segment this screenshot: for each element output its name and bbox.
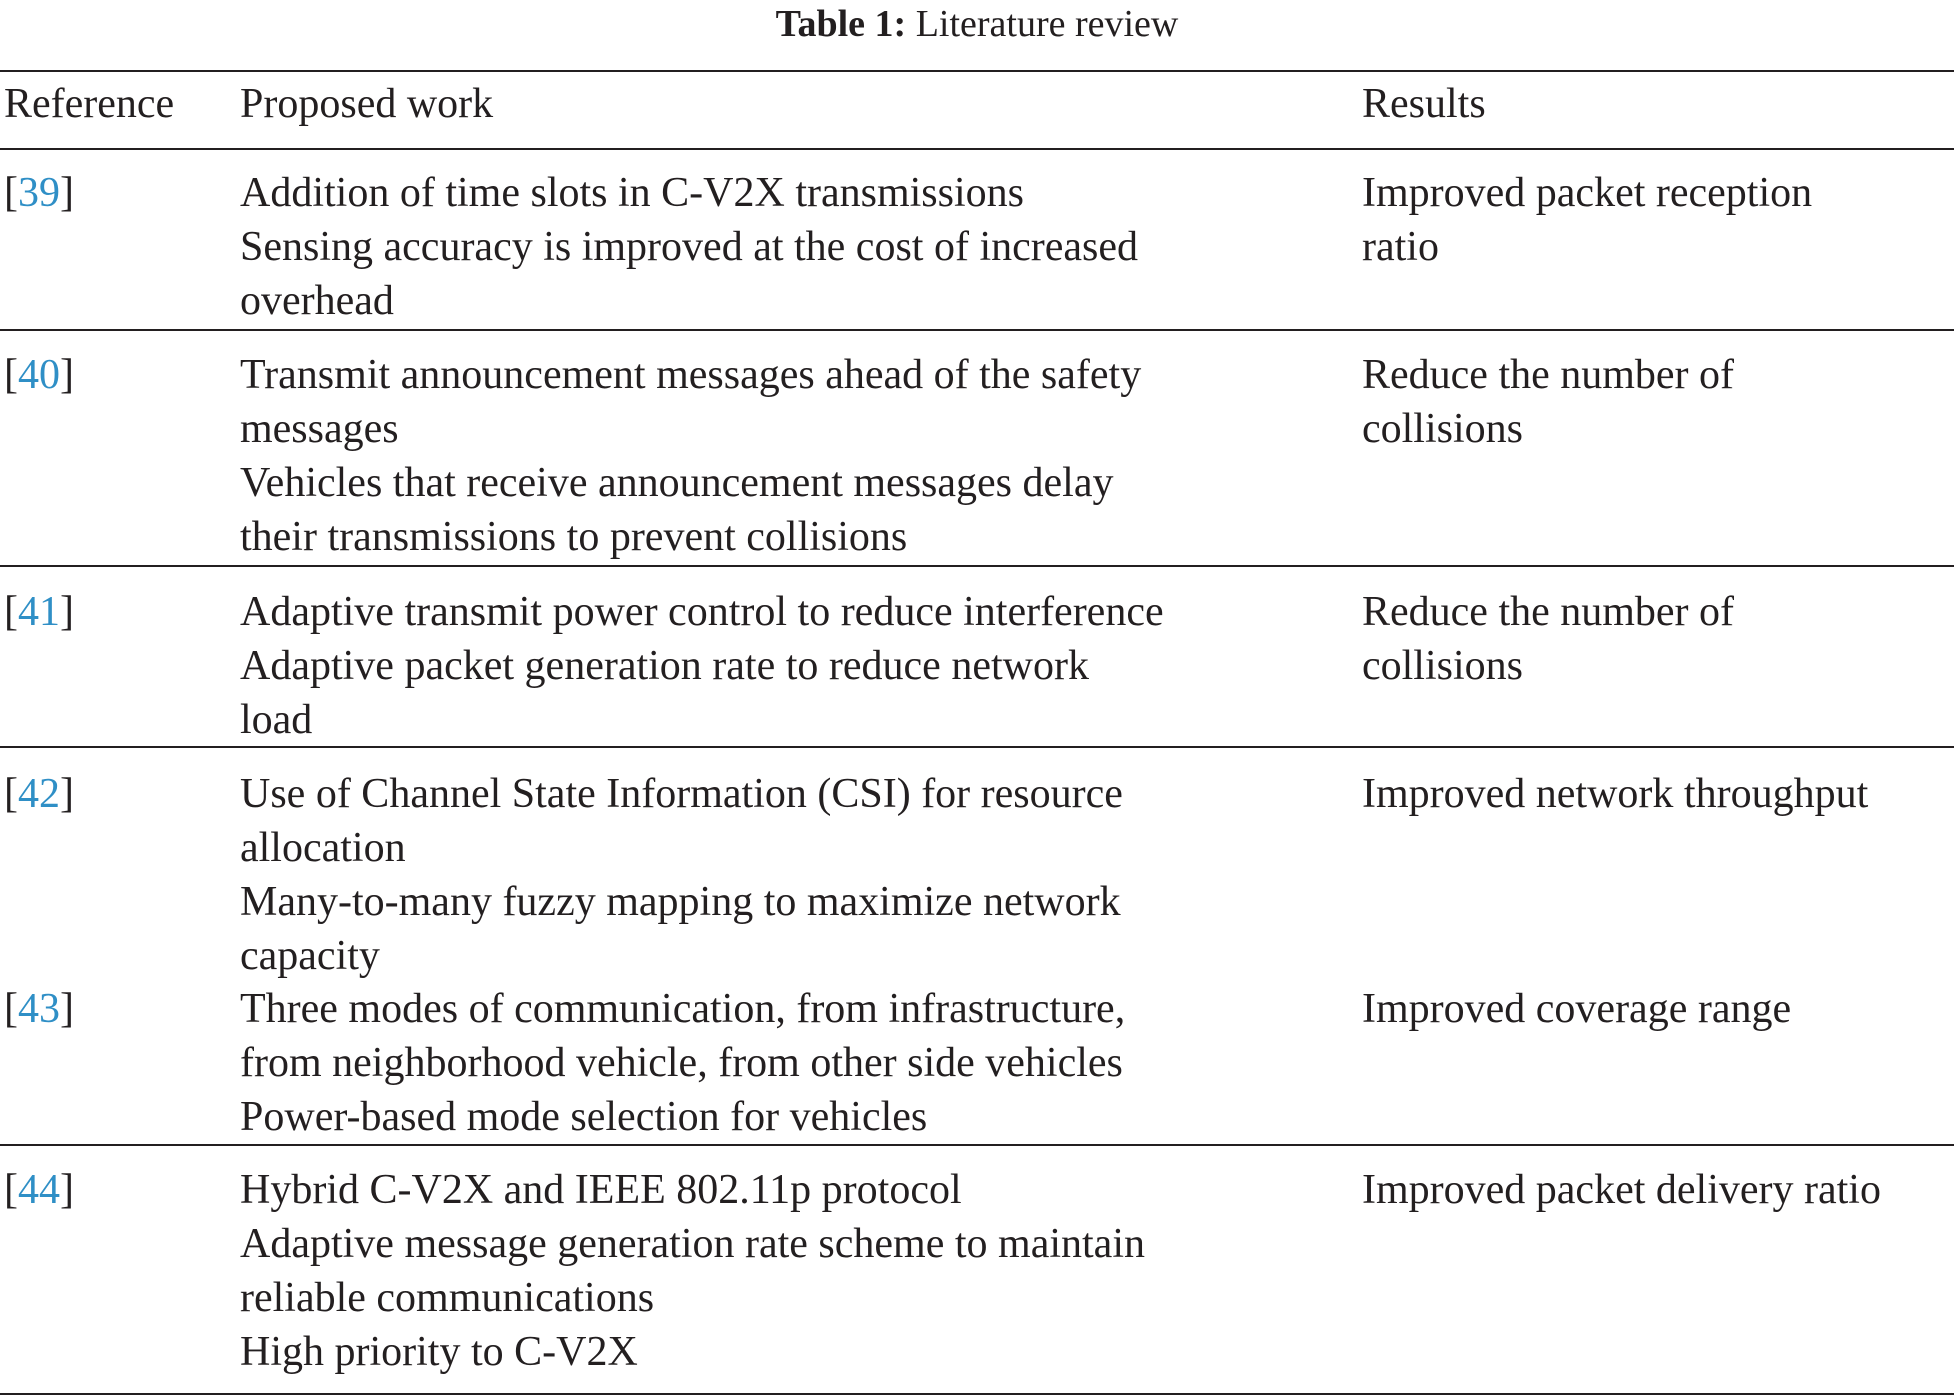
caption-title: Literature review bbox=[915, 3, 1179, 45]
table-row-ref: [44] bbox=[4, 1167, 74, 1213]
citation-link[interactable]: 39 bbox=[18, 170, 60, 216]
table-row-work: Adaptive transmit power control to reduce interference Adaptive packet generation rate to reduce network load bbox=[240, 589, 1164, 743]
row-divider bbox=[0, 329, 1954, 331]
table-caption bbox=[0, 0, 1954, 50]
table-row-results: Reduce the number of collisions bbox=[1362, 352, 1735, 452]
table-row-results: Improved packet delivery ratio bbox=[1362, 1167, 1881, 1213]
table-row-results: Improved packet reception ratio bbox=[1362, 170, 1813, 270]
top-rule bbox=[0, 70, 1954, 72]
citation-link[interactable]: 41 bbox=[18, 589, 60, 635]
table-row-ref: [42] bbox=[4, 771, 74, 817]
table-row-ref: [39] bbox=[4, 170, 74, 216]
table-row-work: Use of Channel State Information (CSI) for resource allocation Many-to-many fuzzy mapping to maximize network capacity bbox=[240, 771, 1123, 979]
row-divider bbox=[0, 1144, 1954, 1146]
table-row-work: Addition of time slots in C-V2X transmissions Sensing accuracy is improved at the cost of increased overhead bbox=[240, 170, 1139, 324]
table-row-ref: [43] bbox=[4, 986, 74, 1032]
header-rule bbox=[0, 148, 1954, 150]
table-row-ref: [40] bbox=[4, 352, 74, 398]
header-results: Results bbox=[1362, 81, 1486, 127]
citation-link[interactable]: 42 bbox=[18, 771, 60, 817]
table-row-ref: [41] bbox=[4, 589, 74, 635]
citation-link[interactable]: 44 bbox=[18, 1167, 60, 1213]
row-divider bbox=[0, 565, 1954, 567]
header-reference: Reference bbox=[4, 81, 175, 127]
table-row-work: Hybrid C-V2X and IEEE 802.11p protocol Adaptive message generation rate scheme to maintain reliable communications High priority to C-V2X bbox=[240, 1167, 1145, 1375]
bottom-rule bbox=[0, 1393, 1954, 1395]
table-row-work: Three modes of communication, from infrastructure, from neighborhood vehicle, from other side vehicles Power-based mode selection for vehicles bbox=[240, 986, 1126, 1140]
table-row-work: Transmit announcement messages ahead of the safety messages Vehicles that receive announcement messages delay their transmissions to prevent collisions bbox=[240, 352, 1142, 560]
caption-label: Table 1: bbox=[775, 3, 907, 45]
citation-link[interactable]: 43 bbox=[18, 986, 60, 1032]
citation-link[interactable]: 40 bbox=[18, 352, 60, 398]
header-proposed-work: Proposed work bbox=[240, 81, 494, 127]
table-row-results: Reduce the number of collisions bbox=[1362, 589, 1735, 689]
table-row-results: Improved coverage range bbox=[1362, 986, 1792, 1032]
table-row-results: Improved network throughput bbox=[1362, 771, 1869, 817]
